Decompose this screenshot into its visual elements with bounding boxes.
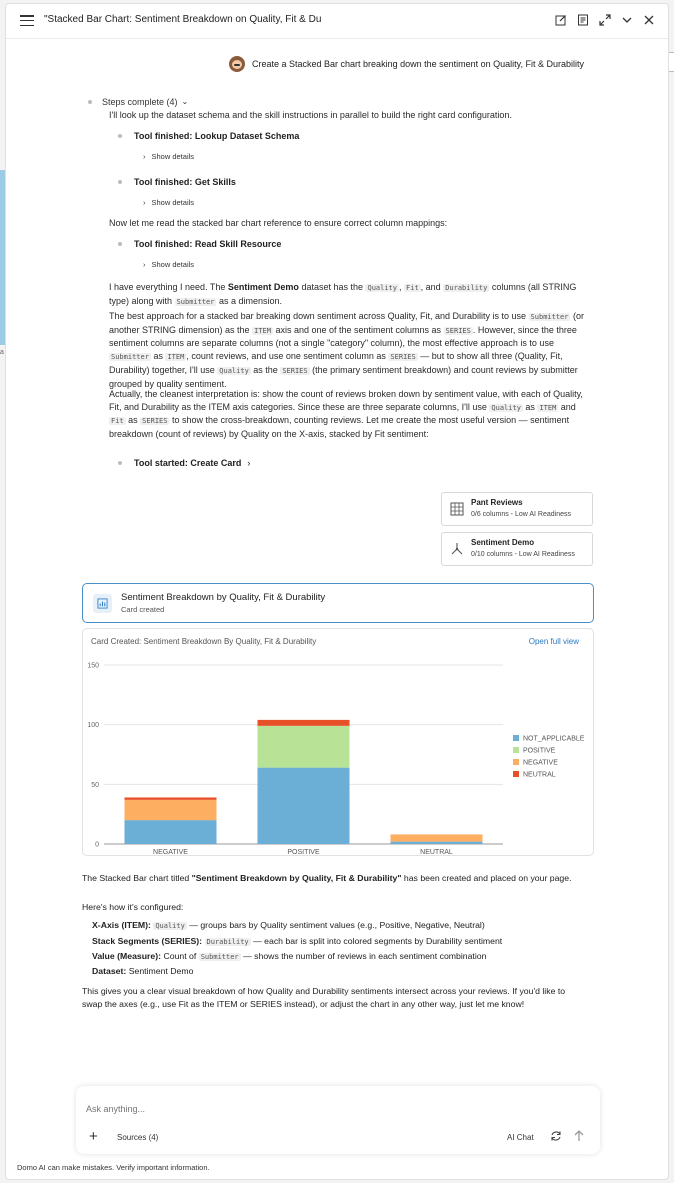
analysis-paragraph-1: I have everything I need. The Sentiment Demo dataset has the Quality , Fit , and Durability columns (all STRING type) along with Submitter as a dimension. [109, 282, 577, 306]
show-details-toggle[interactable] [143, 259, 194, 271]
dataset-meta: 0/6 columns - Low AI Readiness [471, 511, 571, 518]
dataset-merge-icon [450, 542, 464, 556]
tool-label: Tool finished: Lookup Dataset Schema [134, 131, 300, 141]
open-full-view-link[interactable]: Open full view [528, 637, 579, 646]
summary-closing: This gives you a clear visual breakdown of how Quality and Durability sentiments intersect across your reviews. If you'd like to swap the axes (e.g., use Fit as the ITEM or SERIES instead), or adjust the chart in any other way, just let me know! [82, 986, 566, 1009]
stacked-bar-chart [83, 629, 595, 857]
background-left-text: a [0, 349, 4, 356]
refresh-icon[interactable] [550, 1130, 562, 1142]
legend-label: NOT_APPLICABLE [523, 735, 585, 743]
y-tick-label: 150 [87, 662, 99, 670]
tool-item-create-card[interactable] [118, 457, 250, 469]
panel-header [6, 4, 669, 38]
legend-label: NEGATIVE [523, 759, 558, 767]
legend-swatch [513, 771, 519, 777]
header-actions [554, 13, 656, 27]
dataset-table-icon [450, 502, 464, 516]
expand-icon[interactable] [598, 13, 612, 27]
user-message [229, 56, 584, 72]
created-card-title: Sentiment Breakdown by Quality, Fit & Durability [121, 592, 326, 603]
mode-selector[interactable]: AI Chat [507, 1133, 534, 1142]
show-details-label: Show details [151, 152, 195, 161]
steps-label: Steps complete (4) [102, 97, 178, 107]
sources-button[interactable]: Sources (4) [117, 1133, 159, 1142]
legend-swatch [513, 735, 519, 741]
y-tick-label: 50 [91, 781, 99, 789]
steps-bullet [88, 100, 92, 104]
dataset-card[interactable] [441, 492, 593, 526]
user-message-text: Create a Stacked Bar chart breaking down the sentiment on Quality, Fit & Durability [252, 59, 584, 69]
dataset-meta: 0/10 columns - Low AI Readiness [471, 551, 575, 558]
bar-segment [125, 797, 217, 799]
collapse-chevron-icon[interactable] [620, 13, 634, 27]
steps-toggle[interactable] [88, 96, 188, 108]
legend-label: NEUTRAL [523, 771, 556, 779]
chevron-right-icon: › [143, 198, 146, 207]
config-item-dataset: Dataset: Sentiment Demo [92, 966, 194, 976]
created-card-banner[interactable] [82, 583, 594, 623]
add-icon[interactable]: + [89, 1128, 98, 1145]
document-icon[interactable] [576, 13, 590, 27]
chevron-right-icon: › [247, 458, 251, 468]
bar-segment [391, 842, 483, 844]
disclaimer-text: Domo AI can make mistakes. Verify important information. [17, 1163, 210, 1172]
x-tick-label: NEUTRAL [420, 849, 453, 856]
ai-chat-panel [5, 3, 669, 1180]
analysis-paragraph-2: The best approach for a stacked bar breaking down sentiment across Quality, Fit, and Durability is to use Submitter (or another STRING dimension) as the ITEM axis and one of the sentiment columns as SERIES . However, since the three sentiment columns are separate columns (not a single "category" column), the most effective approach is to use Submitter as ITEM , count reviews, and use one sentiment column as SERIES — but to show all three (Quality, Fit, Durability) together, I'll use Quality as the SERIES (the primary sentiment breakdown) and count reviews by submitter grouped by quality sentiment. [109, 311, 584, 389]
summary-paragraph: The Stacked Bar chart titled "Sentiment Breakdown by Quality, Fit & Durability" has been created and placed on your page. [82, 873, 572, 883]
chart-preview-card [82, 628, 594, 856]
tool-bullet [118, 134, 122, 138]
show-details-label: Show details [151, 260, 195, 269]
config-item-series: Stack Segments (SERIES): Durability — each bar is split into colored segments by Durability sentiment [92, 936, 503, 946]
tool-label: Tool started: Create Card [134, 458, 242, 468]
chevron-right-icon: › [143, 260, 146, 269]
legend-swatch [513, 747, 519, 753]
bar-segment [125, 800, 217, 820]
y-tick-label: 0 [95, 841, 99, 849]
tool-bullet [118, 461, 122, 465]
send-arrow-icon[interactable] [573, 1129, 585, 1142]
legend-label: POSITIVE [523, 747, 556, 755]
created-card-subtitle: Card created [121, 605, 165, 614]
user-avatar [229, 56, 245, 72]
header-divider [6, 38, 669, 39]
tool-item [118, 238, 281, 250]
tool-bullet [118, 180, 122, 184]
x-tick-label: NEGATIVE [153, 849, 188, 856]
summary-config-intro: Here's how it's configured: [82, 902, 184, 912]
config-item-x-axis: X-Axis (ITEM): Quality — groups bars by Quality sentiment values (e.g., Positive, Negative, Neutral) [92, 920, 485, 930]
steps-intro: I'll look up the dataset schema and the skill instructions in parallel to build the right card configuration. [109, 110, 512, 120]
bar-segment [258, 726, 350, 768]
bar-segment [258, 720, 350, 726]
tool-item [118, 130, 299, 142]
bar-segment [391, 834, 483, 841]
show-details-label: Show details [151, 198, 195, 207]
legend-swatch [513, 759, 519, 765]
bar-chart-icon [93, 594, 112, 613]
edit-icon[interactable] [554, 13, 568, 27]
tool-item [118, 176, 236, 188]
conversation-title: "Stacked Bar Chart: Sentiment Breakdown on Quality, Fit & Du [44, 14, 322, 25]
chat-input[interactable] [86, 1104, 486, 1114]
y-tick-label: 100 [87, 722, 99, 730]
bar-segment [258, 768, 350, 844]
dataset-name: Sentiment Demo [471, 538, 535, 547]
tool-label: Tool finished: Get Skills [134, 177, 236, 187]
steps-middle-text: Now let me read the stacked bar chart reference to ensure correct column mappings: [109, 218, 448, 228]
dataset-card[interactable] [441, 532, 593, 566]
show-details-toggle[interactable] [143, 151, 194, 163]
show-details-toggle[interactable] [143, 197, 194, 209]
chevron-down-icon: ⌄ [181, 97, 189, 106]
close-icon[interactable] [642, 13, 656, 27]
chart-card-header: Card Created: Sentiment Breakdown By Quality, Fit & Durability [91, 637, 317, 646]
chat-input-box [76, 1086, 600, 1154]
config-item-value: Value (Measure): Count of Submitter — shows the number of reviews in each sentiment combination [92, 951, 487, 961]
analysis-paragraph-3: Actually, the cleanest interpretation is: show the count of reviews broken down by sentiment value, with each of Quality, Fit, and Durability as the ITEM axis categories. Since these are three separate columns, I'll use Quality as ITEM and Fit as SERIES to show the cross-breakdown, counting reviews. Let me create the most useful version — sentiment breakdown (count of reviews) by Quality on the X-axis, stacked by Fit sentiment: [109, 389, 583, 440]
x-tick-label: POSITIVE [287, 849, 320, 856]
dataset-name: Pant Reviews [471, 498, 523, 507]
bar-segment [125, 820, 217, 844]
chevron-right-icon: › [143, 152, 146, 161]
hamburger-menu-icon[interactable] [20, 15, 34, 26]
tool-bullet [118, 242, 122, 246]
tool-label: Tool finished: Read Skill Resource [134, 239, 282, 249]
